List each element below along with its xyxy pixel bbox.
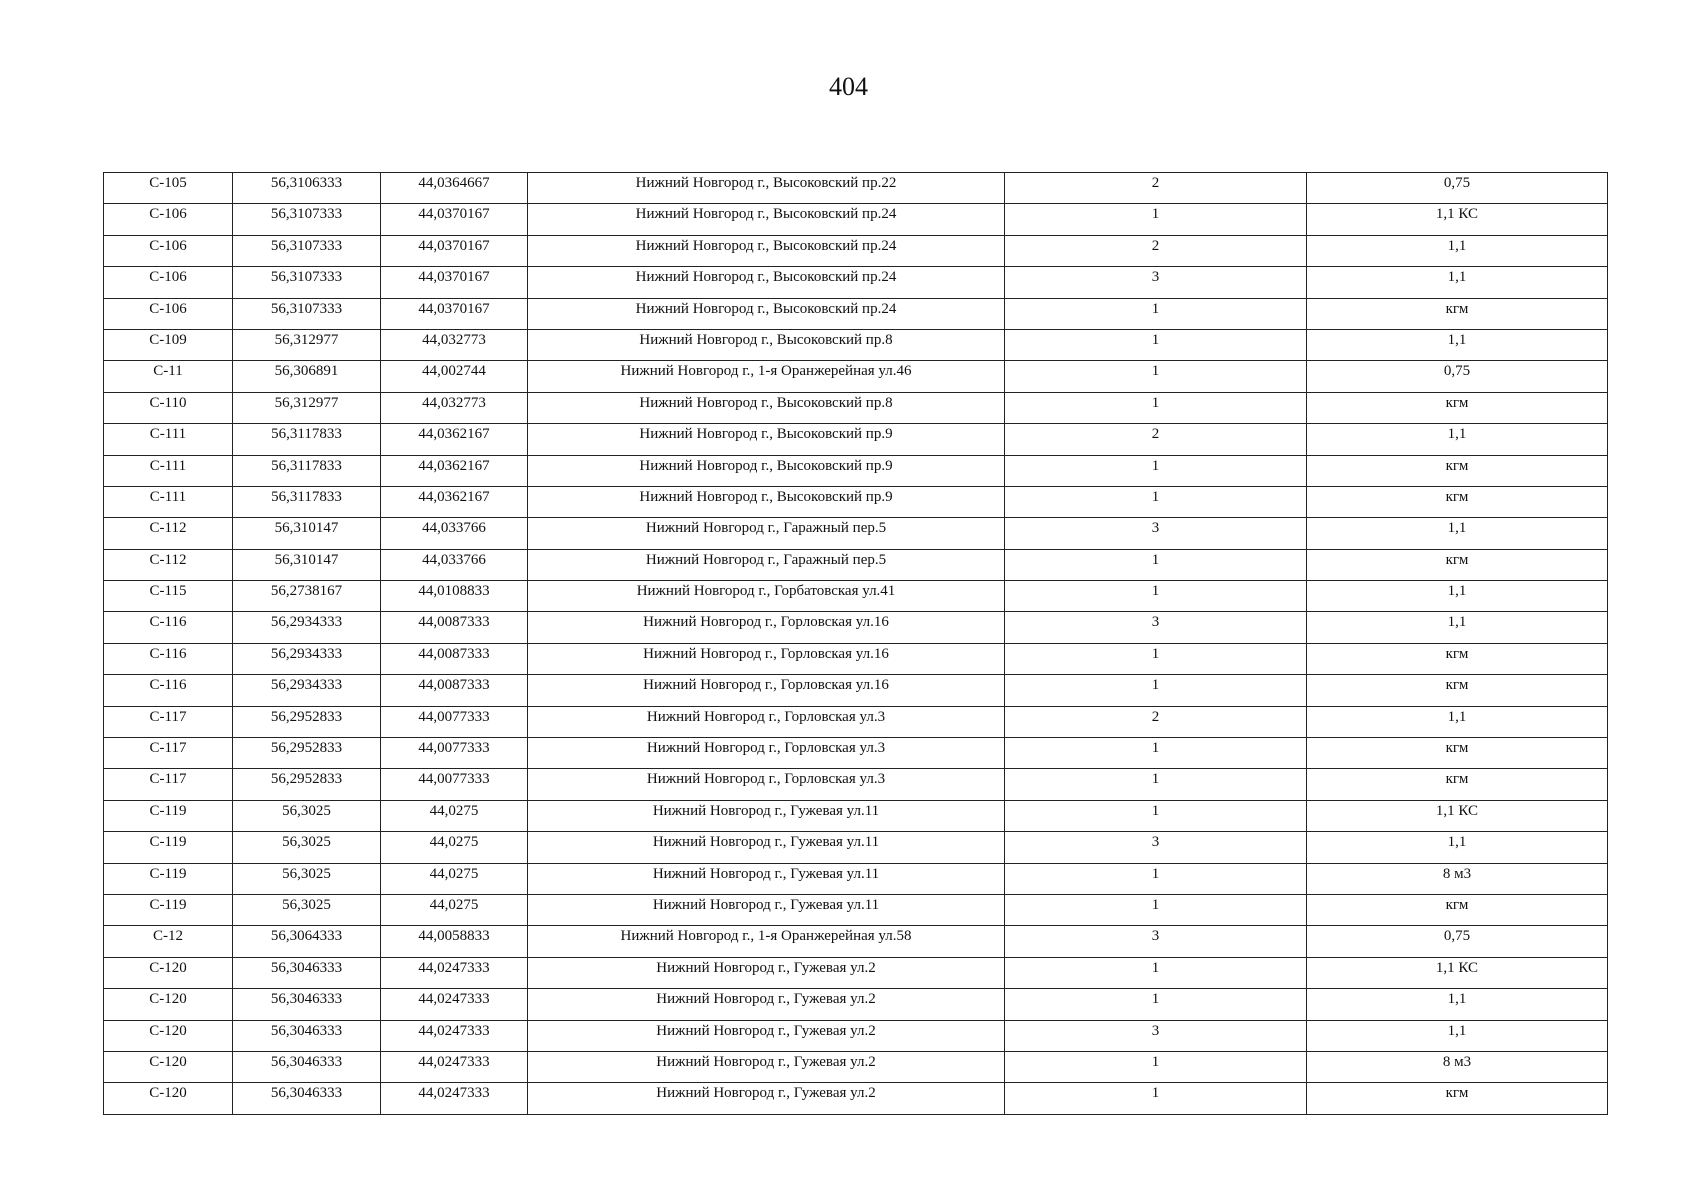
container-volume-cell: 1,1 xyxy=(1307,424,1608,455)
longitude-cell: 44,0275 xyxy=(381,832,528,863)
address-cell: Нижний Новгород г., Горловская ул.16 xyxy=(528,675,1005,706)
container-count-cell: 1 xyxy=(1005,329,1307,360)
container-volume-cell: 1,1 xyxy=(1307,518,1608,549)
site-code-cell: С-11 xyxy=(104,361,233,392)
container-count-cell: 3 xyxy=(1005,1020,1307,1051)
latitude-cell: 56,3117833 xyxy=(233,455,381,486)
latitude-cell: 56,3107333 xyxy=(233,235,381,266)
site-code-cell: С-119 xyxy=(104,894,233,925)
longitude-cell: 44,0077333 xyxy=(381,769,528,800)
longitude-cell: 44,032773 xyxy=(381,392,528,423)
site-code-cell: С-115 xyxy=(104,581,233,612)
container-volume-cell: 8 м3 xyxy=(1307,863,1608,894)
table-row xyxy=(104,518,1608,549)
container-count-cell: 1 xyxy=(1005,863,1307,894)
latitude-cell: 56,3107333 xyxy=(233,267,381,298)
container-volume-cell: 1,1 xyxy=(1307,612,1608,643)
container-volume-cell: 1,1 xyxy=(1307,989,1608,1020)
longitude-cell: 44,0077333 xyxy=(381,706,528,737)
container-volume-cell: 1,1 КС xyxy=(1307,957,1608,988)
latitude-cell: 56,3107333 xyxy=(233,204,381,235)
container-volume-cell: кгм xyxy=(1307,486,1608,517)
site-code-cell: С-111 xyxy=(104,424,233,455)
address-cell: Нижний Новгород г., Горбатовская ул.41 xyxy=(528,581,1005,612)
container-count-cell: 1 xyxy=(1005,675,1307,706)
table-row xyxy=(104,894,1608,925)
site-code-cell: С-120 xyxy=(104,989,233,1020)
table-row xyxy=(104,329,1608,360)
longitude-cell: 44,0370167 xyxy=(381,204,528,235)
latitude-cell: 56,3046333 xyxy=(233,989,381,1020)
site-code-cell: С-106 xyxy=(104,235,233,266)
site-code-cell: С-105 xyxy=(104,173,233,204)
table-row xyxy=(104,643,1608,674)
address-cell: Нижний Новгород г., Высоковский пр.8 xyxy=(528,392,1005,423)
latitude-cell: 56,3025 xyxy=(233,863,381,894)
site-code-cell: С-110 xyxy=(104,392,233,423)
longitude-cell: 44,0077333 xyxy=(381,738,528,769)
address-cell: Нижний Новгород г., Гужевая ул.11 xyxy=(528,832,1005,863)
table-row xyxy=(104,549,1608,580)
container-volume-cell: кгм xyxy=(1307,738,1608,769)
latitude-cell: 56,2952833 xyxy=(233,769,381,800)
address-cell: Нижний Новгород г., Высоковский пр.24 xyxy=(528,235,1005,266)
address-cell: Нижний Новгород г., Высоковский пр.24 xyxy=(528,298,1005,329)
latitude-cell: 56,3117833 xyxy=(233,486,381,517)
address-cell: Нижний Новгород г., Высоковский пр.9 xyxy=(528,486,1005,517)
longitude-cell: 44,0362167 xyxy=(381,486,528,517)
table-row xyxy=(104,486,1608,517)
longitude-cell: 44,0364667 xyxy=(381,173,528,204)
latitude-cell: 56,2934333 xyxy=(233,675,381,706)
latitude-cell: 56,2934333 xyxy=(233,612,381,643)
container-volume-cell: 1,1 xyxy=(1307,706,1608,737)
container-count-cell: 3 xyxy=(1005,926,1307,957)
container-count-cell: 1 xyxy=(1005,738,1307,769)
container-count-cell: 1 xyxy=(1005,361,1307,392)
address-cell: Нижний Новгород г., Гужевая ул.11 xyxy=(528,800,1005,831)
longitude-cell: 44,0370167 xyxy=(381,235,528,266)
container-count-cell: 1 xyxy=(1005,455,1307,486)
table-row xyxy=(104,1083,1608,1114)
latitude-cell: 56,3106333 xyxy=(233,173,381,204)
address-cell: Нижний Новгород г., Горловская ул.3 xyxy=(528,738,1005,769)
table-row xyxy=(104,926,1608,957)
longitude-cell: 44,0087333 xyxy=(381,643,528,674)
latitude-cell: 56,3025 xyxy=(233,832,381,863)
site-code-cell: С-116 xyxy=(104,612,233,643)
table-row xyxy=(104,863,1608,894)
site-code-cell: С-117 xyxy=(104,769,233,800)
container-volume-cell: 1,1 xyxy=(1307,1020,1608,1051)
container-count-cell: 3 xyxy=(1005,518,1307,549)
container-volume-cell: кгм xyxy=(1307,769,1608,800)
longitude-cell: 44,033766 xyxy=(381,549,528,580)
latitude-cell: 56,3117833 xyxy=(233,424,381,455)
longitude-cell: 44,0362167 xyxy=(381,455,528,486)
container-count-cell: 1 xyxy=(1005,894,1307,925)
container-volume-cell: 1,1 КС xyxy=(1307,800,1608,831)
container-volume-cell: кгм xyxy=(1307,392,1608,423)
address-cell: Нижний Новгород г., Горловская ул.16 xyxy=(528,612,1005,643)
latitude-cell: 56,3046333 xyxy=(233,957,381,988)
container-volume-cell: кгм xyxy=(1307,643,1608,674)
latitude-cell: 56,3046333 xyxy=(233,1020,381,1051)
address-cell: Нижний Новгород г., Высоковский пр.8 xyxy=(528,329,1005,360)
table-row xyxy=(104,361,1608,392)
table-row xyxy=(104,235,1608,266)
address-cell: Нижний Новгород г., Гужевая ул.2 xyxy=(528,1051,1005,1082)
container-count-cell: 1 xyxy=(1005,392,1307,423)
container-count-cell: 3 xyxy=(1005,612,1307,643)
table-row xyxy=(104,581,1608,612)
table-row xyxy=(104,424,1608,455)
site-code-cell: С-119 xyxy=(104,863,233,894)
table-row xyxy=(104,392,1608,423)
container-volume-cell: кгм xyxy=(1307,455,1608,486)
container-volume-cell: 0,75 xyxy=(1307,926,1608,957)
page-number: 404 xyxy=(829,72,868,101)
address-cell: Нижний Новгород г., Высоковский пр.22 xyxy=(528,173,1005,204)
latitude-cell: 56,310147 xyxy=(233,549,381,580)
site-code-cell: С-106 xyxy=(104,298,233,329)
container-count-cell: 1 xyxy=(1005,989,1307,1020)
address-cell: Нижний Новгород г., Горловская ул.3 xyxy=(528,769,1005,800)
container-count-cell: 1 xyxy=(1005,1083,1307,1114)
address-cell: Нижний Новгород г., Гаражный пер.5 xyxy=(528,549,1005,580)
container-volume-cell: 1,1 КС xyxy=(1307,204,1608,235)
container-volume-cell: 1,1 xyxy=(1307,267,1608,298)
latitude-cell: 56,310147 xyxy=(233,518,381,549)
latitude-cell: 56,2738167 xyxy=(233,581,381,612)
longitude-cell: 44,0108833 xyxy=(381,581,528,612)
container-volume-cell: 1,1 xyxy=(1307,581,1608,612)
site-code-cell: С-116 xyxy=(104,675,233,706)
container-volume-cell: кгм xyxy=(1307,298,1608,329)
container-count-cell: 1 xyxy=(1005,769,1307,800)
address-cell: Нижний Новгород г., Гужевая ул.2 xyxy=(528,1083,1005,1114)
container-volume-cell: кгм xyxy=(1307,549,1608,580)
latitude-cell: 56,312977 xyxy=(233,329,381,360)
table-row xyxy=(104,455,1608,486)
latitude-cell: 56,3046333 xyxy=(233,1083,381,1114)
site-code-cell: С-117 xyxy=(104,706,233,737)
latitude-cell: 56,3025 xyxy=(233,800,381,831)
container-volume-cell: 8 м3 xyxy=(1307,1051,1608,1082)
site-code-cell: С-106 xyxy=(104,204,233,235)
container-count-cell: 1 xyxy=(1005,1051,1307,1082)
address-cell: Нижний Новгород г., Высоковский пр.24 xyxy=(528,204,1005,235)
container-count-cell: 2 xyxy=(1005,706,1307,737)
site-code-cell: С-120 xyxy=(104,1051,233,1082)
container-count-cell: 2 xyxy=(1005,424,1307,455)
longitude-cell: 44,0247333 xyxy=(381,957,528,988)
site-code-cell: С-119 xyxy=(104,832,233,863)
site-code-cell: С-106 xyxy=(104,267,233,298)
container-count-cell: 3 xyxy=(1005,832,1307,863)
container-count-cell: 1 xyxy=(1005,581,1307,612)
container-volume-cell: кгм xyxy=(1307,894,1608,925)
longitude-cell: 44,0370167 xyxy=(381,267,528,298)
table-row xyxy=(104,1020,1608,1051)
table-row xyxy=(104,612,1608,643)
address-cell: Нижний Новгород г., Гужевая ул.2 xyxy=(528,957,1005,988)
address-cell: Нижний Новгород г., Гужевая ул.2 xyxy=(528,1020,1005,1051)
address-cell: Нижний Новгород г., Гаражный пер.5 xyxy=(528,518,1005,549)
longitude-cell: 44,0087333 xyxy=(381,675,528,706)
latitude-cell: 56,2952833 xyxy=(233,706,381,737)
address-cell: Нижний Новгород г., Высоковский пр.24 xyxy=(528,267,1005,298)
table-row xyxy=(104,204,1608,235)
site-code-cell: С-119 xyxy=(104,800,233,831)
container-count-cell: 1 xyxy=(1005,643,1307,674)
address-cell: Нижний Новгород г., Горловская ул.3 xyxy=(528,706,1005,737)
longitude-cell: 44,033766 xyxy=(381,518,528,549)
site-code-cell: С-120 xyxy=(104,1083,233,1114)
table-row xyxy=(104,173,1608,204)
latitude-cell: 56,3046333 xyxy=(233,1051,381,1082)
table-row xyxy=(104,957,1608,988)
longitude-cell: 44,0275 xyxy=(381,800,528,831)
table-row xyxy=(104,267,1608,298)
address-cell: Нижний Новгород г., Горловская ул.16 xyxy=(528,643,1005,674)
address-cell: Нижний Новгород г., 1-я Оранжерейная ул.58 xyxy=(528,926,1005,957)
latitude-cell: 56,306891 xyxy=(233,361,381,392)
site-code-cell: С-117 xyxy=(104,738,233,769)
container-volume-cell: 1,1 xyxy=(1307,235,1608,266)
table-row xyxy=(104,706,1608,737)
table-row xyxy=(104,989,1608,1020)
site-code-cell: С-109 xyxy=(104,329,233,360)
container-count-cell: 2 xyxy=(1005,235,1307,266)
longitude-cell: 44,0275 xyxy=(381,894,528,925)
latitude-cell: 56,2934333 xyxy=(233,643,381,674)
container-count-cell: 2 xyxy=(1005,173,1307,204)
container-count-cell: 1 xyxy=(1005,298,1307,329)
site-code-cell: С-111 xyxy=(104,455,233,486)
longitude-cell: 44,0275 xyxy=(381,863,528,894)
table-row xyxy=(104,800,1608,831)
container-volume-cell: 0,75 xyxy=(1307,173,1608,204)
address-cell: Нижний Новгород г., Гужевая ул.11 xyxy=(528,894,1005,925)
latitude-cell: 56,312977 xyxy=(233,392,381,423)
longitude-cell: 44,002744 xyxy=(381,361,528,392)
container-volume-cell: кгм xyxy=(1307,675,1608,706)
longitude-cell: 44,0058833 xyxy=(381,926,528,957)
site-code-cell: С-120 xyxy=(104,1020,233,1051)
site-code-cell: С-120 xyxy=(104,957,233,988)
table-row xyxy=(104,769,1608,800)
address-cell: Нижний Новгород г., Гужевая ул.11 xyxy=(528,863,1005,894)
table-row xyxy=(104,832,1608,863)
container-volume-cell: 0,75 xyxy=(1307,361,1608,392)
container-volume-cell: кгм xyxy=(1307,1083,1608,1114)
longitude-cell: 44,0247333 xyxy=(381,1020,528,1051)
container-count-cell: 1 xyxy=(1005,204,1307,235)
table-body xyxy=(104,173,1608,1115)
container-count-cell: 1 xyxy=(1005,486,1307,517)
site-code-cell: С-112 xyxy=(104,549,233,580)
table-row xyxy=(104,738,1608,769)
latitude-cell: 56,3064333 xyxy=(233,926,381,957)
table-row xyxy=(104,298,1608,329)
site-code-cell: С-12 xyxy=(104,926,233,957)
table-row xyxy=(104,675,1608,706)
table-row xyxy=(104,1051,1608,1082)
site-code-cell: С-116 xyxy=(104,643,233,674)
longitude-cell: 44,0370167 xyxy=(381,298,528,329)
latitude-cell: 56,3107333 xyxy=(233,298,381,329)
address-cell: Нижний Новгород г., Гужевая ул.2 xyxy=(528,989,1005,1020)
address-cell: Нижний Новгород г., Высоковский пр.9 xyxy=(528,455,1005,486)
longitude-cell: 44,0087333 xyxy=(381,612,528,643)
longitude-cell: 44,0247333 xyxy=(381,989,528,1020)
longitude-cell: 44,032773 xyxy=(381,329,528,360)
address-cell: Нижний Новгород г., Высоковский пр.9 xyxy=(528,424,1005,455)
container-volume-cell: 1,1 xyxy=(1307,329,1608,360)
latitude-cell: 56,3025 xyxy=(233,894,381,925)
container-count-cell: 1 xyxy=(1005,800,1307,831)
site-code-cell: С-112 xyxy=(104,518,233,549)
site-code-cell: С-111 xyxy=(104,486,233,517)
container-volume-cell: 1,1 xyxy=(1307,832,1608,863)
latitude-cell: 56,2952833 xyxy=(233,738,381,769)
address-cell: Нижний Новгород г., 1-я Оранжерейная ул.46 xyxy=(528,361,1005,392)
container-count-cell: 1 xyxy=(1005,957,1307,988)
container-count-cell: 3 xyxy=(1005,267,1307,298)
longitude-cell: 44,0247333 xyxy=(381,1051,528,1082)
data-table xyxy=(103,172,1608,1115)
longitude-cell: 44,0362167 xyxy=(381,424,528,455)
longitude-cell: 44,0247333 xyxy=(381,1083,528,1114)
container-count-cell: 1 xyxy=(1005,549,1307,580)
